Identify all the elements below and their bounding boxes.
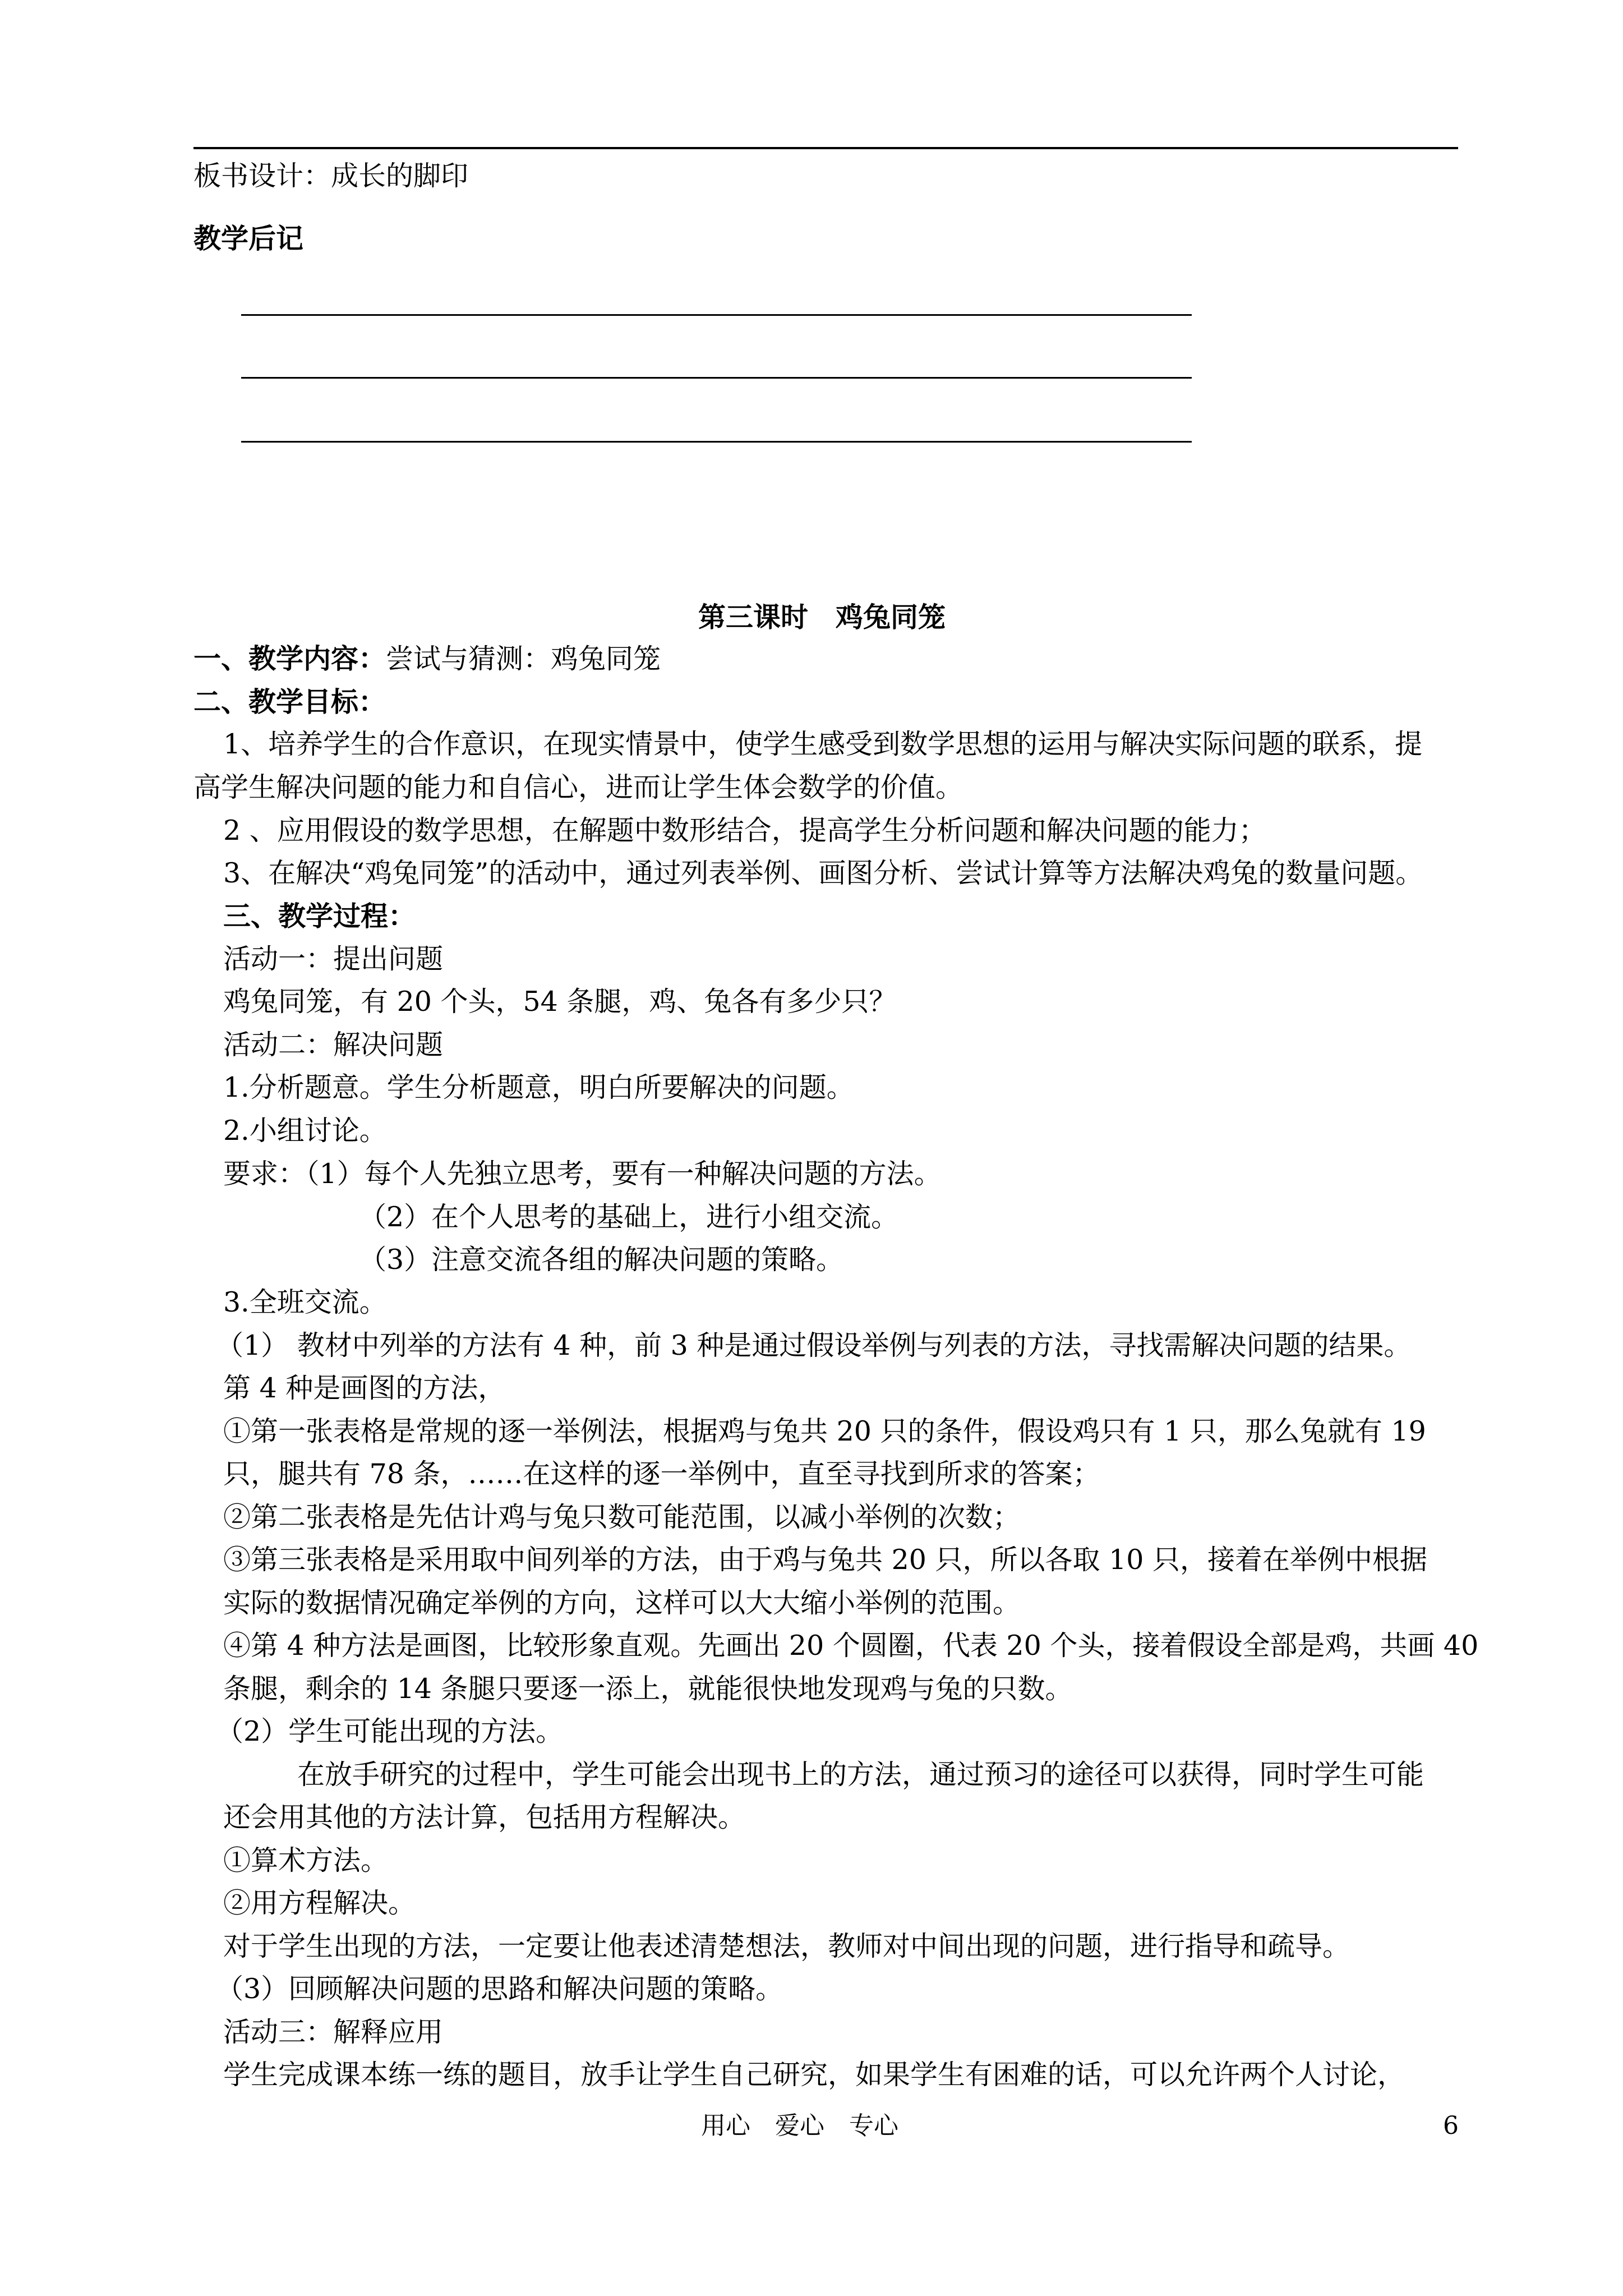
page-number: 6 (1443, 2111, 1459, 2140)
section-goals-label: 二、教学目标： (193, 685, 386, 718)
section-content-label: 一、教学内容： (193, 642, 386, 675)
process-line: ①第一张表格是常规的逐一举例法，根据鸡与兔共 20 只的条件，假设鸡只有 1 只，那么兔就有 19 (223, 1415, 1426, 1447)
process-line: （3）注意交流各组的解决问题的策略。 (359, 1244, 844, 1276)
process-line: ①算术方法。 (223, 1844, 389, 1876)
notes-blank-line-3 (241, 441, 1192, 443)
goal-line: 高学生解决问题的能力和自信心，进而让学生体会数学的价值。 (193, 771, 963, 803)
teaching-notes-heading: 教学后记 (193, 222, 304, 255)
lesson-title: 第三课时 鸡兔同笼 (698, 601, 946, 633)
process-line: 1.分析题意。学生分析题意，明白所要解决的问题。 (223, 1071, 854, 1103)
process-line: ②用方程解决。 (223, 1887, 416, 1919)
process-line: 对于学生出现的方法，一定要让他表述清楚想法，教师对中间出现的问题，进行指导和疏导。 (223, 1930, 1350, 1962)
process-line: 第 4 种是画图的方法， (223, 1372, 506, 1404)
process-line: ③第三张表格是采用取中间列举的方法，由于鸡与兔共 20 只，所以各取 10 只，接着在举例中根据 (223, 1544, 1428, 1576)
process-line: 条腿，剩余的 14 条腿只要逐一添上，就能很快地发现鸡与兔的只数。 (223, 1673, 1073, 1705)
process-line: 2.小组讨论。 (223, 1115, 387, 1147)
board-design-line: 板书设计：成长的脚印 (193, 160, 469, 192)
process-line: （2）学生可能出现的方法。 (216, 1715, 564, 1747)
header-rule (193, 147, 1458, 149)
process-line: 学生完成课本练一练的题目，放手让学生自己研究，如果学生有困难的话，可以允许两个人讨论， (223, 2059, 1405, 2091)
process-line: 在放手研究的过程中，学生可能会出现书上的方法，通过预习的途径可以获得，同时学生可能 (297, 1759, 1424, 1791)
section-content-text: 尝试与猜测：鸡兔同笼 (386, 643, 661, 675)
process-line: 鸡兔同笼，有 20 个头，54 条腿，鸡、兔各有多少只？ (223, 986, 897, 1018)
process-line: 活动三：解释应用 (223, 2016, 444, 2048)
process-line: ②第二张表格是先估计鸡与兔只数可能范围，以减小举例的次数； (223, 1501, 1021, 1533)
notes-blank-line-1 (241, 314, 1192, 316)
goal-line: 1、培养学生的合作意识，在现实情景中，使学生感受到数学思想的运用与解决实际问题的联系，提 (223, 728, 1423, 760)
process-line: 活动二：解决问题 (223, 1029, 444, 1061)
process-line: 要求：（1）每个人先独立思考，要有一种解决问题的方法。 (223, 1158, 942, 1190)
goal-line: 3、在解决“鸡兔同笼”的活动中，通过列表举例、画图分析、尝试计算等方法解决鸡兔的数量问题。 (223, 857, 1423, 889)
process-line: 实际的数据情况确定举例的方向，这样可以大大缩小举例的范围。 (223, 1587, 1021, 1619)
process-line: （1） 教材中列举的方法有 4 种，前 3 种是通过假设举例与列表的方法，寻找需解决问题的结果。 (216, 1329, 1412, 1361)
process-line: ④第 4 种方法是画图，比较形象直观。先画出 20 个圆圈，代表 20 个头，接着假设全部是鸡，共画 40 (223, 1630, 1479, 1662)
footer-motto: 用心 爱心 专心 (701, 2111, 898, 2140)
process-line: （2）在个人思考的基础上，进行小组交流。 (359, 1201, 899, 1233)
goal-line: 2 、应用假设的数学思想，在解题中数形结合，提高学生分析问题和解决问题的能力； (223, 815, 1266, 846)
process-line: 只，腿共有 78 条，……在这样的逐一举例中，直至寻找到所求的答案； (223, 1458, 1100, 1490)
process-line: 活动一：提出问题 (223, 943, 444, 975)
notes-blank-line-2 (241, 377, 1192, 379)
process-line: （3）回顾解决问题的思路和解决问题的策略。 (216, 1973, 783, 2005)
process-line: 还会用其他的方法计算，包括用方程解决。 (223, 1801, 746, 1833)
process-line: 3.全班交流。 (223, 1286, 387, 1318)
section-process-label: 三、教学过程： (223, 900, 416, 932)
section-content (193, 642, 661, 676)
